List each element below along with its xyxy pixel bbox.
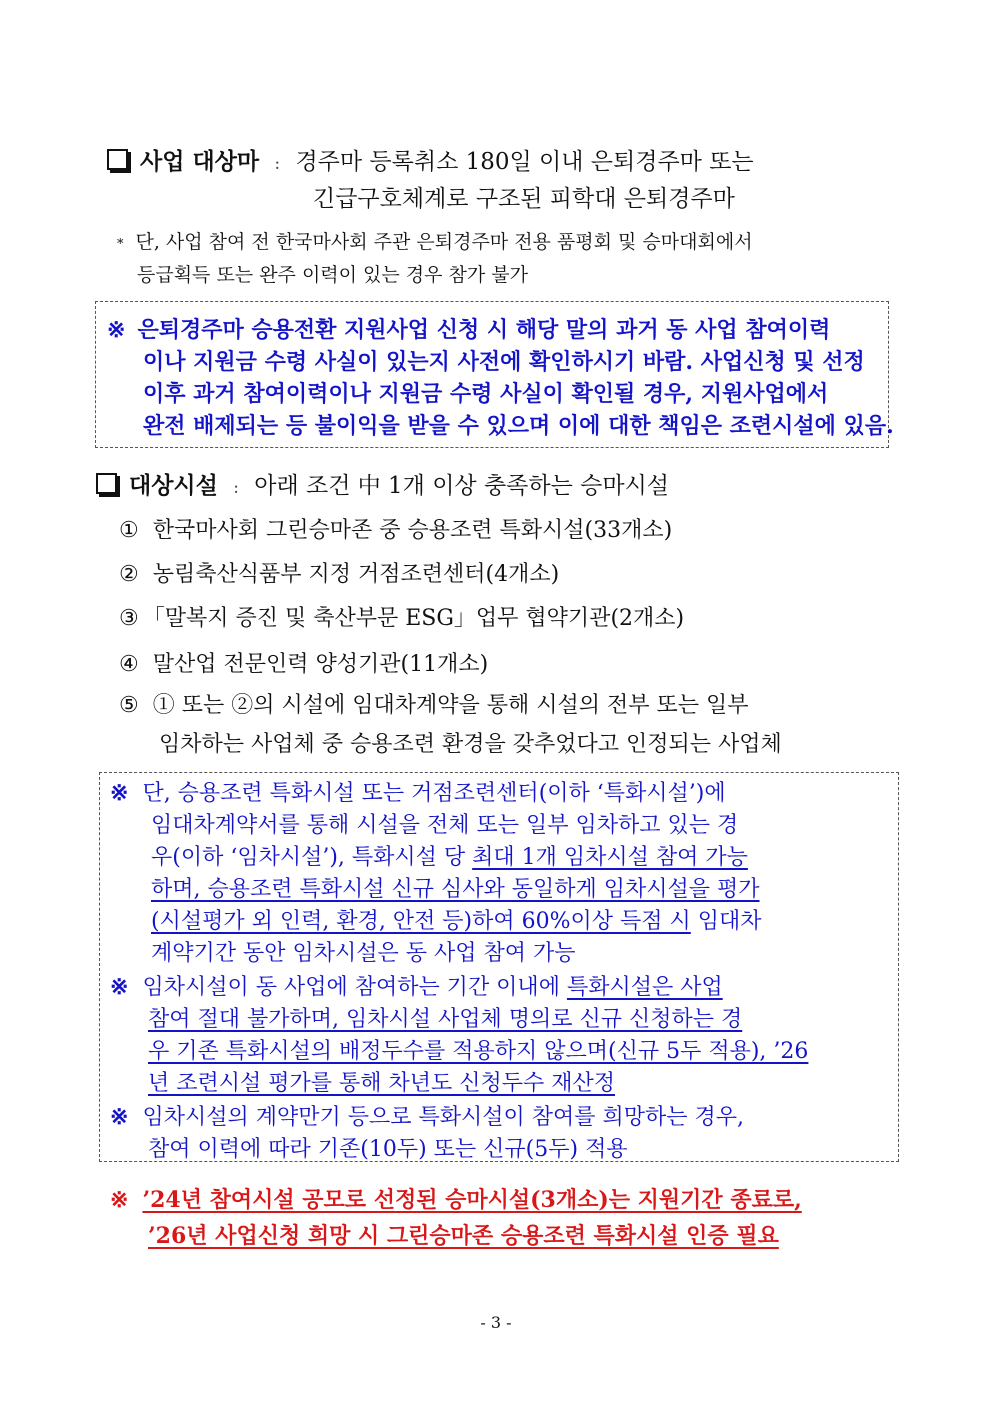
red-note-line-2: ’26년 사업신청 희망 시 그린승마존 승용조련 특화시설 인증 필요 <box>148 1223 779 1249</box>
ref-1-text-5a-underlined: (시설평가 외 인력, 환경, 안전 등)하여 60%이상 득점 시 <box>151 909 691 934</box>
reference-mark: ※ <box>110 1104 129 1130</box>
item-text: 말산업 전문인력 양성기관(11개소) <box>152 652 489 677</box>
asterisk-mark: * <box>117 237 124 252</box>
section-1-title: 사업 대상마 <box>140 148 260 175</box>
ref-1-line-1 <box>110 776 726 807</box>
item-number: ② <box>119 562 139 587</box>
item-text: 「말복지 증진 및 축산부문 ESG」업무 협약기관(2개소) <box>142 606 685 631</box>
note-1-line-1 <box>117 227 753 254</box>
ref-1-text-3a: 우(이하 ‘임차시설’), 특화시설 당 <box>151 845 473 870</box>
page-number: - 3 - <box>480 1313 512 1332</box>
ref-1-line-4: 하며, 승용조련 특화시설 신규 심사와 동일하게 임차시설을 평가 <box>151 877 760 902</box>
section-1-heading <box>107 143 754 176</box>
ref-1-line-5 <box>151 904 762 935</box>
item-text: 한국마사회 그린승마존 중 승용조련 특화시설(33개소) <box>152 518 673 543</box>
list-item <box>119 513 672 544</box>
item-number: ⑤ <box>119 693 139 718</box>
ref-2-line-4: 년 조련시설 평가를 통해 차년도 신청두수 재산정 <box>148 1071 616 1096</box>
ref-2-text-1a: 임차시설이 동 사업에 참여하는 기간 이내에 <box>142 975 567 1000</box>
ref-1-line-2: 임대차계약서를 통해 시설을 전체 또는 일부 임차하고 있는 경 <box>151 813 739 838</box>
item-text: 농림축산식품부 지정 거점조련센터(4개소) <box>152 562 560 587</box>
note-1-text-1: 단, 사업 참여 전 한국마사회 주관 은퇴경주마 전용 품평회 및 승마대회에서 <box>135 231 753 253</box>
warning-text-1: 은퇴경주마 승용전환 지원사업 신청 시 해당 말의 과거 동 사업 참여이력 <box>137 317 831 343</box>
section-1-line-1: 경주마 등록취소 180일 이내 은퇴경주마 또는 <box>295 149 754 175</box>
warning-line-3: 이후 과거 참여이력이나 지원금 수령 사실이 확인될 경우, 지원사업에서 <box>143 381 829 407</box>
checkbox-square-icon <box>96 473 117 494</box>
ref-2-line-1 <box>110 970 723 1001</box>
item-text: ① 또는 ②의 시설에 임대차계약을 통해 시설의 전부 또는 일부 <box>152 693 749 718</box>
item-number: ① <box>119 518 139 543</box>
ref-1-text-3b-underlined: 최대 1개 임차시설 참여 가능 <box>472 845 748 870</box>
list-item <box>119 601 684 632</box>
list-item-continuation: 임차하는 사업체 중 승용조련 환경을 갖추었다고 인정되는 사업체 <box>159 732 782 757</box>
ref-1-line-3 <box>151 840 748 871</box>
section-2-heading <box>96 467 669 500</box>
ref-1-line-6: 계약기간 동안 임차시설은 동 사업 참여 가능 <box>151 941 576 966</box>
section-1-line-2: 긴급구호체계로 구조된 피학대 은퇴경주마 <box>313 186 735 212</box>
red-note-text-1: ’24년 참여시설 공모로 선정된 승마시설(3개소)는 지원기간 종료로, <box>142 1187 802 1213</box>
list-item <box>119 688 748 719</box>
list-item <box>119 557 559 588</box>
ref-1-text-5b: 임대차 <box>690 909 762 934</box>
ref-1-text-1: 단, 승용조련 특화시설 또는 거점조련센터(이하 ‘특화시설’)에 <box>142 781 726 806</box>
warning-line-1 <box>107 313 830 344</box>
separator-colon: : <box>274 154 281 174</box>
section-2-title: 대상시설 <box>129 472 218 499</box>
warning-line-4: 완전 배제되는 등 불이익을 받을 수 있으며 이에 대한 책임은 조련시설에 있음. <box>143 413 894 439</box>
reference-mark: ※ <box>110 1187 129 1213</box>
ref-3-line-1 <box>110 1100 744 1131</box>
red-note-line-1 <box>110 1183 802 1214</box>
ref-3-line-2: 참여 이력에 따라 기존(10두) 또는 신규(5두) 적용 <box>148 1137 628 1162</box>
ref-3-text-1: 임차시설의 계약만기 등으로 특화시설이 참여를 희망하는 경우, <box>142 1105 744 1130</box>
section-2-desc: 아래 조건 中 1개 이상 충족하는 승마시설 <box>254 473 670 499</box>
checkbox-square-icon <box>107 149 128 170</box>
warning-line-2: 이나 지원금 수령 사실이 있는지 사전에 확인하시기 바람. 사업신청 및 선정 <box>143 349 865 375</box>
ref-2-line-3: 우 기존 특화시설의 배정두수를 적용하지 않으며(신규 5두 적용), ’26 <box>148 1039 809 1064</box>
item-number: ④ <box>119 652 139 677</box>
ref-2-text-1b-underlined: 특화시설은 사업 <box>566 975 723 1000</box>
item-number: ③ <box>119 606 139 631</box>
reference-mark: ※ <box>110 974 129 1000</box>
note-1-line-2: 등급획득 또는 완주 이력이 있는 경우 참가 불가 <box>137 264 529 286</box>
reference-mark: ※ <box>107 317 126 343</box>
separator-colon: : <box>233 478 239 498</box>
list-item <box>119 647 488 678</box>
ref-2-line-2: 참여 절대 불가하며, 임차시설 사업체 명의로 신규 신청하는 경 <box>148 1007 743 1032</box>
reference-mark: ※ <box>110 780 129 806</box>
